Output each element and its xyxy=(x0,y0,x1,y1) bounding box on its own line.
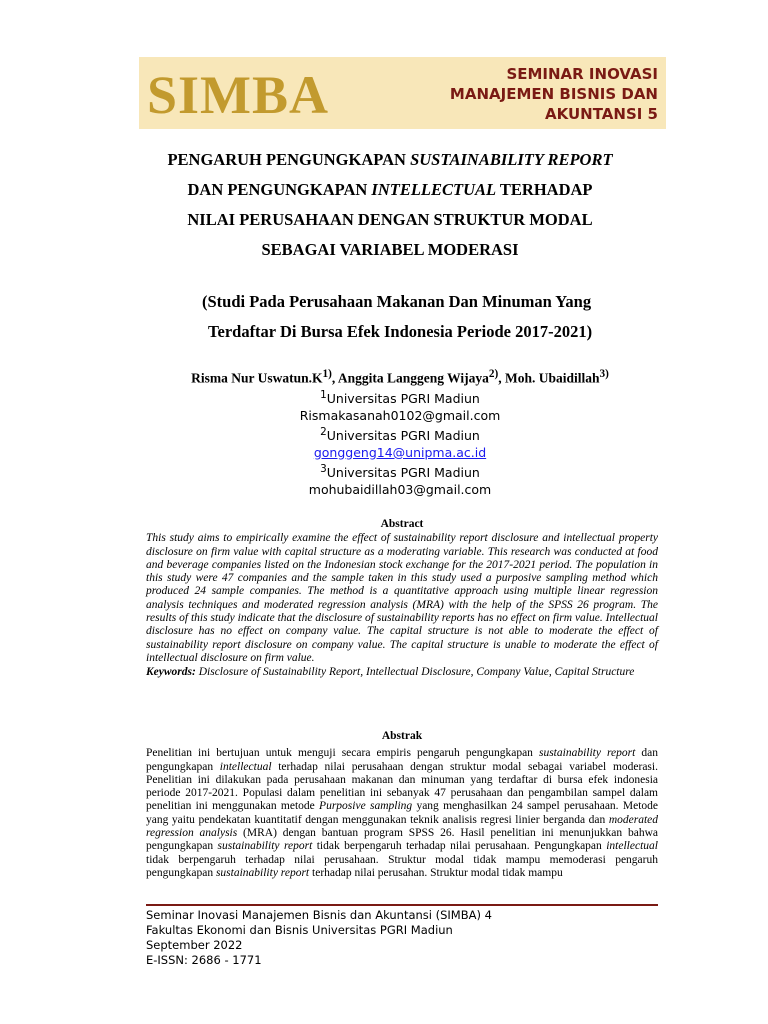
title-text: DAN PENGUNGKAPAN xyxy=(187,180,372,199)
paper-title xyxy=(120,145,660,265)
footer-line-1: Seminar Inovasi Manajemen Bisnis dan Akuntansi (SIMBA) 4 xyxy=(146,908,492,922)
seminar-name xyxy=(398,64,658,124)
author-names xyxy=(140,366,660,387)
affiliation-sup: 3 xyxy=(320,462,327,475)
affiliation-text: Universitas PGRI Madiun xyxy=(326,464,480,480)
abstrak-body xyxy=(146,747,658,879)
footer-line-3: September 2022 xyxy=(146,938,243,952)
footer-divider xyxy=(146,904,658,906)
abstract-english xyxy=(146,518,658,680)
affiliation-text: Universitas PGRI Madiun xyxy=(326,390,480,406)
abstrak-italic: sustainability report xyxy=(215,866,310,879)
affiliation-3 xyxy=(140,461,660,481)
subtitle-line-1: (Studi Pada Perusahaan Makanan Dan Minuman Yang xyxy=(202,292,592,311)
abstrak-italic: sustainability report xyxy=(538,747,636,760)
title-line-3: NILAI PERUSAHAAN DENGAN STRUKTUR MODAL xyxy=(187,210,593,229)
email-link[interactable]: gonggeng14@unipma.ac.id xyxy=(313,444,487,460)
abstrak-text: terhadap nilai perusahan. Struktur modal tidak mampu xyxy=(309,866,563,879)
footer xyxy=(146,908,658,968)
author-sup: 2) xyxy=(488,368,499,380)
abstrak-text: Penelitian ini bertujuan untuk menguji secara empiris pengaruh pengungkapan xyxy=(146,747,539,760)
simba-logo: SIMBA xyxy=(147,65,330,125)
author-name: Risma Nur Uswatun.K xyxy=(191,370,323,386)
keywords-text: Disclosure of Sustainability Report, Intellectual Disclosure, Company Value, Capital Structure xyxy=(195,666,635,679)
author-sup: 3) xyxy=(599,368,609,380)
abstrak-italic: intellectual xyxy=(219,760,272,773)
abstract-body: This study aims to empirically examine the effect of sustainability report disclosure and intellectual property disclosure on firm value with capital structure as a moderating variable. This research was conducted at food and beverage companies listed on the Indonesian stock exchange for the 2017-2021 period. The population in this study were 47 companies and the sample taken in this study used a purposive sampling method which produced 24 sample companies. The method is a quantitative approach using multiple linear regression analysis techniques and moderated regression analysis (MRA) with the help of the SPSS 26 program. The results of this study indicate that the disclosure of sustainability reports has no effect on firm value. Intellectual disclosure has no effect on company value. The capital structure is not able to moderate the effect of sustainability report disclosure on company value. The capital structure is unable to moderate the effect of intellectual disclosure on firm value. xyxy=(146,532,658,664)
affiliation-1 xyxy=(140,387,660,407)
abstrak-text: yang menghasilkan 24 sampel perusahaan. Metode yang yaitu pendekatan kuantitatif dengan menggunakan teknik analisis regresi linier berganda dan xyxy=(146,800,658,826)
abstrak-heading: Abstrak xyxy=(381,730,423,742)
title-line-4: SEBAGAI VARIABEL MODERASI xyxy=(261,240,519,259)
abstrak-text: terhadap nilai perusahaan dengan struktur modal sebagai variabel moderasi. Penelitian ini dilakukan pada perusahaan makanan dan minuman yang terdaftar di bursa efek indonesia periode 2017-2021. Populasi dalam penelitian ini sebanyak 47 perusahaan dan pengambilan sampel dalam penelitian ini menggunakan metode xyxy=(146,760,658,813)
keywords-label: Keywords: xyxy=(146,666,196,679)
title-line-2 xyxy=(120,175,660,205)
seminar-line-3: AKUNTANSI 5 xyxy=(545,105,658,123)
author-sup: 1) xyxy=(322,368,332,380)
abstrak-text: (MRA) dengan bantuan program SPSS 26. Hasil penelitian ini menunjukkan bahwa pengungkapan xyxy=(146,827,658,853)
abstrak-text: tidak berpengaruh terhadap nilai perusahaan. Pengungkapan xyxy=(312,840,607,853)
title-text: PENGARUH PENGUNGKAPAN xyxy=(167,150,411,169)
affiliation-2 xyxy=(140,424,660,444)
title-italic: SUSTAINABILITY REPORT xyxy=(410,150,613,169)
abstract-heading: Abstract xyxy=(380,518,424,530)
author-name: , Anggita Langgeng Wijaya xyxy=(331,370,489,386)
footer-line-4: E-ISSN: 2686 - 1771 xyxy=(146,953,262,967)
seminar-line-2: MANAJEMEN BISNIS DAN xyxy=(449,85,658,103)
keywords xyxy=(146,666,658,679)
seminar-line-1: SEMINAR INOVASI xyxy=(506,65,658,83)
title-line-1 xyxy=(120,145,660,175)
abstrak-text: dan pengungkapan xyxy=(146,747,658,773)
abstrak-italic: Purposive sampling xyxy=(319,800,413,813)
abstrak-italic: sustainability report xyxy=(217,840,313,853)
affiliation-sup: 1 xyxy=(320,388,327,401)
author-block xyxy=(140,366,660,498)
title-text: TERHADAP xyxy=(496,180,593,199)
header-band xyxy=(139,57,666,129)
title-italic: INTELLECTUAL xyxy=(371,180,497,199)
affiliation-sup: 2 xyxy=(320,425,327,438)
abstrak-italic: intellectual xyxy=(606,840,658,853)
email-1: Rismakasanah0102@gmail.com xyxy=(299,407,501,423)
paper-subtitle xyxy=(150,287,690,347)
email-2 xyxy=(140,444,660,461)
author-name: , Moh. Ubaidillah xyxy=(498,370,600,386)
abstract-indonesian xyxy=(146,730,658,880)
abstrak-italic: moderated regression analysis xyxy=(146,813,658,840)
subtitle-line-2: Terdaftar Di Bursa Efek Indonesia Periode 2017-2021) xyxy=(208,322,593,341)
email-3: mohubaidillah03@gmail.com xyxy=(308,481,492,497)
affiliation-text: Universitas PGRI Madiun xyxy=(326,427,480,443)
abstrak-text: tidak berpengaruh terhadap nilai perusahaan. Struktur modal tidak mampu memoderasi pengaruh pengungkapan xyxy=(146,853,658,879)
footer-line-2: Fakultas Ekonomi dan Bisnis Universitas PGRI Madiun xyxy=(146,923,453,937)
